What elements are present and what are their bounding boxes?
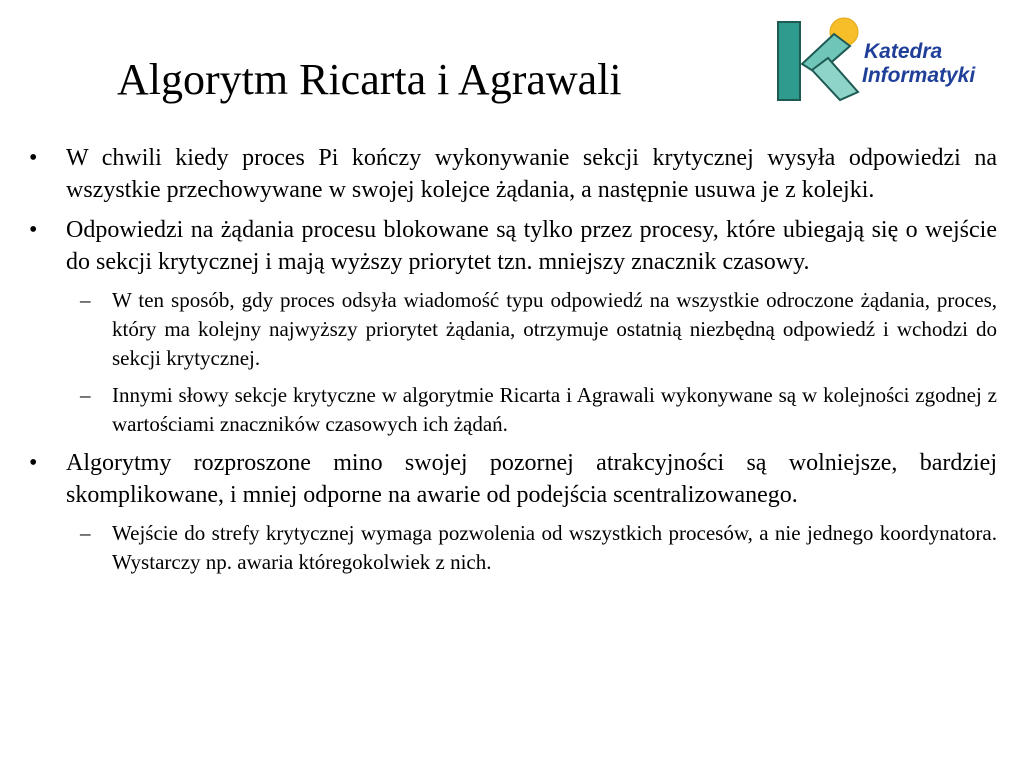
bullet-item [25,142,997,206]
dash-marker: – [80,288,91,312]
bullet-marker: • [29,145,38,171]
bullet-item [25,214,997,439]
k-lower-leg-icon [812,58,858,100]
sub-bullet-text: W ten sposób, gdy proces odsyła wiadomość typu odpowiedź na wszystkie odroczone żądania, proces, który ma kolejny najwyższy priorytet żądania, otrzymuje ostatnią niezbędną odpowiedź i wchodzi do sekcji krytycznej. [112,288,997,370]
sub-bullet-text: Wejście do strefy krytycznej wymaga pozwolenia od wszystkich procesów, a nie jednego koordynatora. Wystarczy np. awaria któregokolwiek z nich. [112,521,997,574]
bullet-text: Algorytmy rozproszone mino swojej pozornej atrakcyjności są wolniejsze, bardziej skomplikowane, i mniej odporne na awarie od podejścia scentralizowanego. [66,450,997,508]
bullet-list [25,142,997,577]
sub-bullet-list [66,286,997,439]
bullet-text: W chwili kiedy proces Pi kończy wykonywanie sekcji krytycznej wysyła odpowiedzi na wszystkie przechowywane w swojej kolejce żądania, a następnie usuwa je z kolejki. [66,145,997,203]
bullet-marker: • [29,217,38,243]
slide-body [25,142,997,585]
bullet-text: Odpowiedzi na żądania procesu blokowane są tylko przez procesy, które ubiegają się o wejście do sekcji krytycznej i mają wyższy priorytet tzn. mniejszy znacznik czasowy. [66,217,997,275]
dash-marker: – [80,383,91,407]
dash-marker: – [80,521,91,545]
logo-text-katedra: Katedra [864,40,943,63]
sub-bullet-item [80,381,997,439]
sub-bullet-text: Innymi słowy sekcje krytyczne w algorytmie Ricarta i Agrawali wykonywane są w kolejności zgodnej z wartościami znaczników czasowych ich żądań. [112,383,997,436]
sub-bullet-item [80,519,997,577]
sub-bullet-item [80,286,997,373]
logo-text-informatyki: Informatyki [862,64,976,87]
k-letter-logo-icon [772,12,872,104]
katedra-informatyki-logo [772,12,1012,104]
slide-title: Algorytm Ricarta i Agrawali [117,55,622,104]
bullet-marker: • [29,450,38,476]
sub-bullet-list [66,519,997,577]
k-stem-icon [778,22,800,100]
bullet-item [25,447,997,577]
